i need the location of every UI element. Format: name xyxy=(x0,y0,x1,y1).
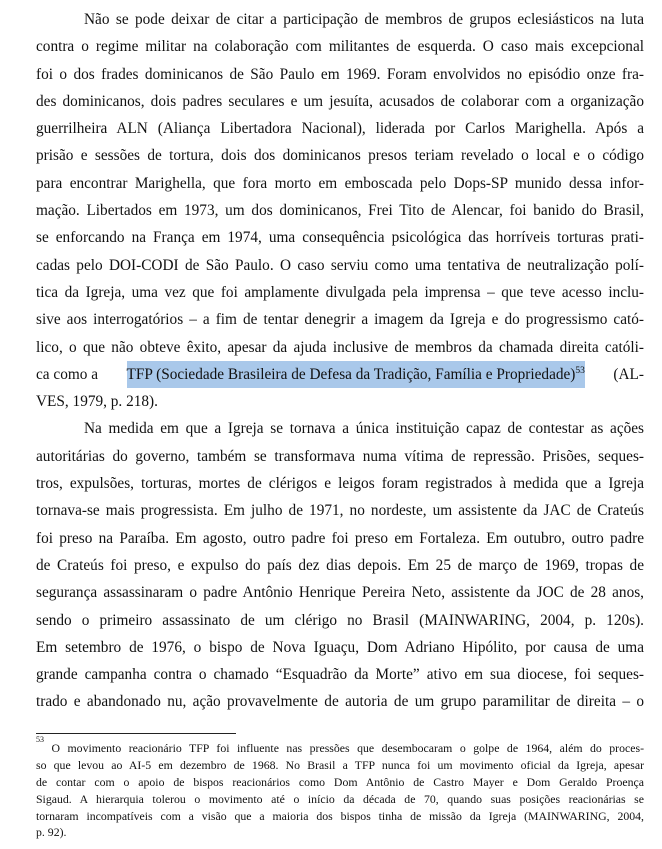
text-line: guerrilheira ALN (Aliança Libertadora Nacional), liderada por Carlos Marighella. Após a xyxy=(36,120,644,138)
footnote-line xyxy=(36,735,644,757)
text-line: sendo o primeiro assassinato de um clérigo no Brasil (MAINWARING, 2004, p. 120s). xyxy=(36,611,644,629)
footnote-line: so que levou ao AI-5 em dezembro de 1968. No Brasil a TFP nunca foi um movimento oficial da Igreja, apesar xyxy=(36,757,644,772)
highlighted-text: TFP (Sociedade Brasileira de Defesa da Tradição, Família e Propriedade) xyxy=(126,365,576,383)
text-line: segurança assassinaram o padre Antônio Henrique Pereira Neto, assistente da JOC de 28 anos, xyxy=(36,584,644,602)
document-page xyxy=(36,6,644,716)
paragraph-1 xyxy=(36,6,644,415)
paragraph-2 xyxy=(36,415,644,715)
footnote-line: de contar com o apoio de bispos reacionários como Dom Antônio de Castro Mayer e Dom Geraldo Proença xyxy=(36,774,644,789)
footnote-line: Sigaud. A hierarquia tolerou o movimento até o início da década de 70, quando suas posições reacionárias se xyxy=(36,791,644,806)
text-line: foi preso na Paraíba. Em agosto, outro padre foi preso em Fortaleza. Em outubro, outro padre xyxy=(36,529,644,547)
text-line: Em setembro de 1976, o bispo de Nova Iguaçu, Dom Adriano Hipólito, por causa de uma xyxy=(36,638,644,656)
text-line: tica da Igreja, uma vez que foi amplamente divulgada pela imprensa – que teve acesso inclu- xyxy=(36,283,644,301)
text-line: sive aos interrogatórios – a fim de tentar denegrir a imagem da Igreja e do progressismo cató- xyxy=(36,311,644,329)
footnote-marker: 53 xyxy=(36,735,44,744)
text-line: contra o regime militar na colaboração com militantes de esquerda. O caso mais excepcional xyxy=(36,38,644,56)
text-line: trado e abandonado nu, ação provavelmente de autoria de um grupo paramilitar de direita – o xyxy=(36,693,644,711)
text-segment: ca como a xyxy=(36,365,102,383)
text-line: para encontrar Marighella, que fora morto em emboscada pelo Dops-SP munido dessa infor- xyxy=(36,174,644,192)
text-line: de Crateús foi preso, e expulso do país dez dias depois. Em 25 de março de 1969, tropas de xyxy=(36,556,644,574)
footnote-separator xyxy=(36,733,236,734)
text-line: cadas pelo DOI-CODI de São Paulo. O caso serviu como uma tentativa de neutralização polí- xyxy=(36,256,644,274)
text-line: foi o dos frades dominicanos de São Paulo em 1969. Foram envolvidos no episódio onze fra- xyxy=(36,65,644,83)
text-line: se enforcando na França em 1974, uma consequência psicológica das horríveis torturas prati- xyxy=(36,229,644,247)
text-line: tornava-se mais progressista. Em julho de 1971, no nordeste, um assistente da JAC de Crateús xyxy=(36,502,644,520)
footnote-line: tornaram incompatíveis com a visão que a maioria dos bispos tinha de missão da Igreja (MAINWARING, 2004, xyxy=(36,808,644,823)
text-line: VES, 1979, p. 218). xyxy=(36,393,158,411)
text-line: prisão e sessões de tortura, dois dos dominicanos presos teriam revelado o local e o código xyxy=(36,147,644,165)
selected-text-highlight[interactable] xyxy=(127,361,585,388)
text-line: autoritárias do governo, também se transformava numa vítima de repressão. Prisões, seques- xyxy=(36,447,644,465)
text-segment: (AL- xyxy=(609,365,644,383)
text-line: Na medida em que a Igreja se tornava a única instituição capaz de contestar as ações xyxy=(84,420,644,438)
text-line: des dominicanos, dois padres seculares e um jesuíta, acusados de colaborar com a organização xyxy=(36,92,644,110)
text-line: Não se pode deixar de citar a participação de membros de grupos eclesiásticos na luta xyxy=(84,11,644,28)
text-line: tros, expulsões, torturas, mortes de clérigos e leigos foram registrados à medida que a Igreja xyxy=(36,475,644,493)
footnote-ref-53[interactable]: 53 xyxy=(575,365,585,376)
text-line: lico, o que não obteve êxito, apesar da ajuda inclusive de membros da chamada direita católi- xyxy=(36,338,644,356)
text-line: grande campanha contra o chamado “Esquadrão da Morte” ativo em sua diocese, foi seques- xyxy=(36,666,644,684)
footnote-text: O movimento reacionário TFP foi influente nas pressões que desembocaram o golpe de 1964, além do proces- xyxy=(44,741,644,755)
footnote-53 xyxy=(36,735,644,841)
text-line: mação. Libertados em 1973, um dos dominicanos, Frei Tito de Alencar, foi banido do Brasil, xyxy=(36,202,644,220)
text-line-with-selection xyxy=(36,361,644,388)
footnote-line: p. 92). xyxy=(36,825,67,840)
